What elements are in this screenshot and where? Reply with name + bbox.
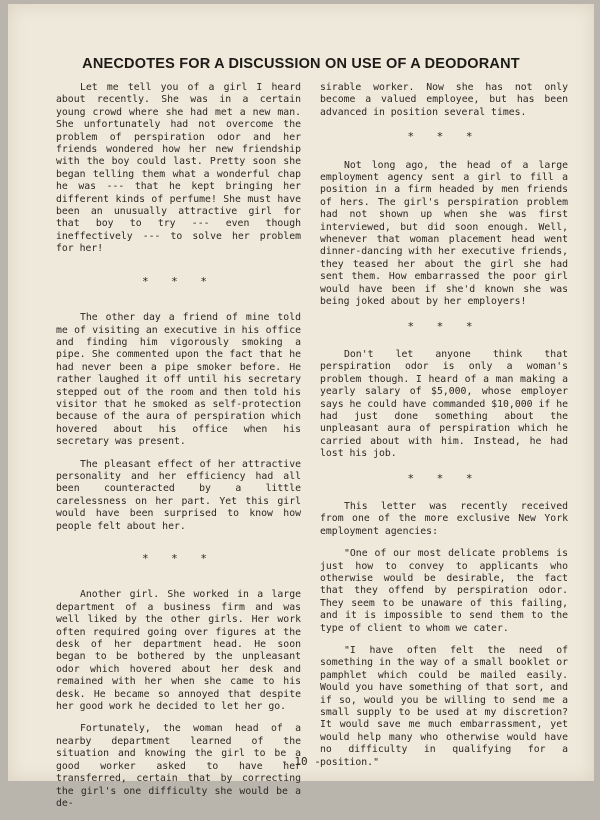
paragraph: Another girl. She worked in a large department of a business firm and was well liked by the other girls. Her work often required going over figures at the desk of her department head. He soon began to be bothered by the unpleasant odor which hovered about her desk and remained with her when she came to his desk. He became so annoyed that despite her good work he decided to let her go. [56, 589, 301, 713]
page-number: - 10 - [281, 755, 321, 768]
document-page [8, 4, 594, 809]
section-separator: * * * [141, 552, 216, 565]
paragraph: Don't let anyone think that perspiration odor is only a woman's problem though. I heard of a man making a yearly salary of $5,000, whose employer says he could have commanded $10,000 if he had just done something about the unpleasant aura of perspiration which he carried about with him. Instead, he had lost his job. [320, 348, 568, 460]
paragraph: sirable worker. Now she has not only become a valued employee, but has been advanced in position several times. [320, 82, 568, 118]
paragraph: The other day a friend of mine told me of visiting an executive in his office and finding him vigorously smoking a pipe. She commented upon the fact that he had never been a pipe smoker before. He rather laughed it off until his secretary stepped out of the room and then told his visitor that he smoked as self-protection because of the aura of perspiration which hovered about his office when his secretary was present. [56, 312, 301, 448]
paragraph: The pleasant effect of her attractive personality and her efficiency had all been counteracted by a little carelessness on her part. Yet this girl would have been surprised to know how people felt about her. [56, 458, 301, 532]
paragraph: Let me tell you of a girl I heard about recently. She was in a certain young crowd where she had met a new man. She unfortunately had not overcome the problem of perspiration odor and her friends wondered how her new friendship with the boy could last. Pretty soon she began telling them what a wonderful chap he was --- that he kept bringing her different kinds of perfume! She must have been an unusually attractive girl for that boy to try --- even though ineffectively --- to solve her problem for her! [56, 82, 301, 255]
page-title: ANECDOTES FOR A DISCUSSION ON USE OF A DEODORANT [82, 56, 520, 72]
paragraph: This letter was recently received from one of the more exclusive New York employment agencies: [320, 500, 568, 537]
section-separator: * * * [407, 130, 481, 144]
section-separator: * * * [141, 274, 216, 288]
quoted-letter-paragraph: "One of our most delicate problems is just how to convey to applicants who otherwise would be desirable, the fact that they offend by perspiration odor. They seem to be unaware of this failing, and it is impossible to send them to the type of client to whom we cater. [320, 548, 568, 634]
left-column [56, 82, 301, 820]
paragraph: Not long ago, the head of a large employment agency sent a girl to fill a position in a firm headed by men friends of hers. The girl's perspiration problem had not shown up when she was first interviewed, but did soon enough. Well, whenever that woman placement head went dinner-dancing with her executive friends, they teased her about the girl she had sent them. How embarrassed the poor girl would have been if she'd known she was being joked about by her employers! [320, 159, 568, 308]
paragraph: Fortunately, the woman head of a nearby department learned of the situation and knowing the girl to be a good worker asked to have her transferred, certain that by correcting the girl's one difficulty she would be a de- [56, 723, 301, 809]
quoted-letter-paragraph: "I have often felt the need of something in the way of a small booklet or pamphlet which could be mailed easily. Would you have something of that sort, and if so, would you be willing to send me a small supply to be used at my discretion? It would save me much embarrassment, yet would help many who otherwise would have no difficulty in qualifying for a position." [320, 645, 568, 768]
section-separator: * * * [407, 471, 481, 485]
right-column [320, 82, 568, 779]
section-separator: * * * [407, 319, 481, 333]
